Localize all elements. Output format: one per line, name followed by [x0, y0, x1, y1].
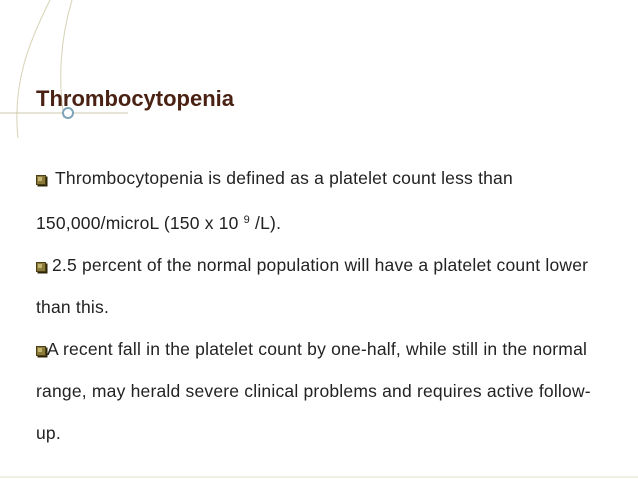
bullet-list — [36, 157, 606, 454]
bullet-item — [36, 244, 606, 328]
checkbox-square-icon — [36, 346, 46, 356]
slide-title: Thrombocytopenia — [36, 86, 235, 111]
bullet-item — [36, 157, 606, 244]
bullet-item — [36, 328, 606, 454]
bullet-superscript: 9 — [243, 214, 250, 226]
checkbox-square-icon — [36, 175, 46, 185]
decor-arc-left — [17, 0, 50, 138]
bullet-text: 2.5 percent of the normal population will have a platelet count lower than this. — [36, 255, 589, 317]
bullet-text-tail: /L). — [250, 213, 282, 233]
bullet-text: Thrombocytopenia is defined as a platelet count less than 150,000/microL (150 x 10 — [36, 168, 513, 233]
bullet-text: A recent fall in the platelet count by one-half, while still in the normal range, may herald severe clinical problems and requires active follow-up. — [36, 339, 591, 443]
checkbox-square-icon — [36, 262, 46, 272]
